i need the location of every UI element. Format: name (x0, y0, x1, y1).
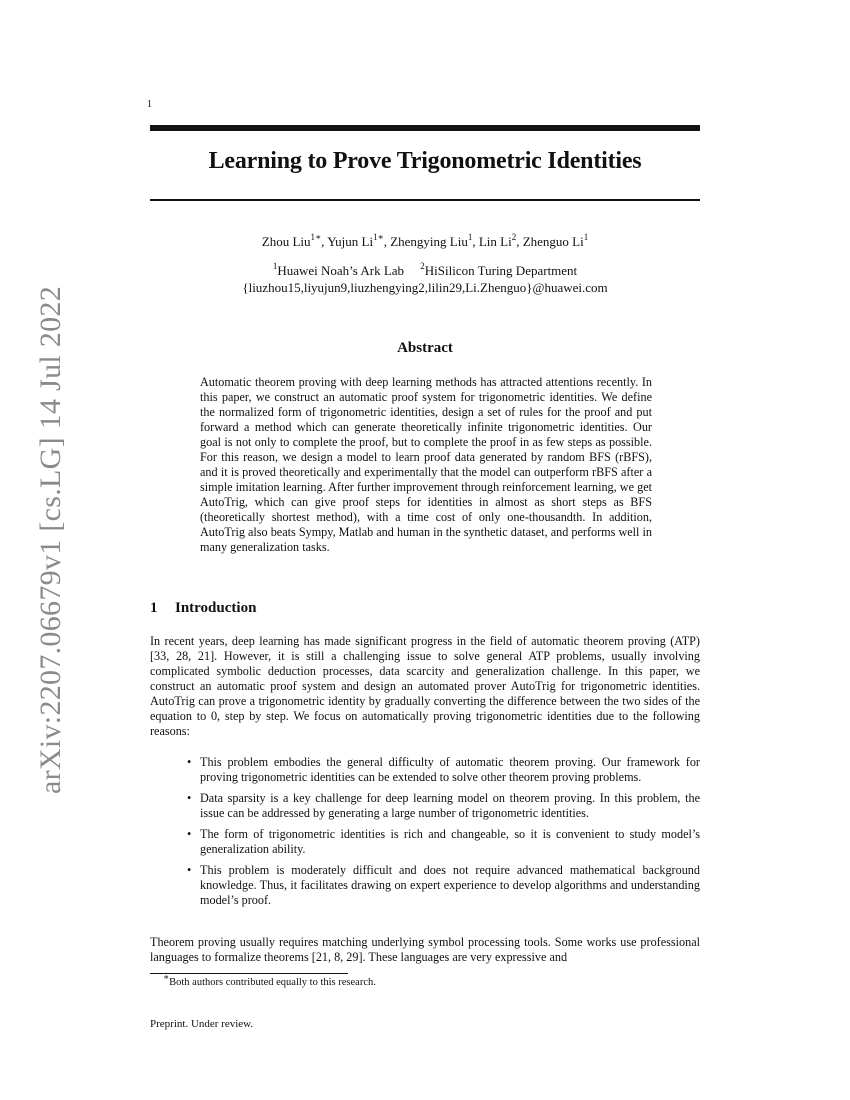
footnote-text: Both authors contributed equally to this research. (169, 977, 376, 988)
bullet-icon: • (187, 827, 192, 841)
list-item (150, 827, 700, 857)
title-bottom-rule (150, 199, 700, 201)
list-item-text: This problem is moderately difficult and does not require advanced mathematical background knowledge. Thus, it facilitates drawing on expert experience to develop algorithms and understanding model’s proof. (200, 863, 700, 907)
author-affiliation-mark: 1∗ (373, 231, 384, 242)
arxiv-identifier-stamp: arXiv:2207.06679v1 [cs.LG] 14 Jul 2022 (34, 285, 67, 795)
footnote (163, 971, 376, 988)
footnote-rule (150, 973, 348, 974)
affiliation-name: Huawei Noah’s Ark Lab (277, 263, 405, 278)
paper-title: Learning to Prove Trigonometric Identities (208, 148, 642, 174)
author-name: Zhenguo Li (522, 234, 584, 249)
list-item-text: This problem embodies the general difficulty of automatic theorem proving. Our framework for proving trigonometric identities can be extended to solve other theorem proving problems. (200, 755, 700, 784)
list-item (150, 791, 700, 821)
affiliation-name: HiSilicon Turing Department (424, 263, 578, 278)
section-heading (150, 600, 256, 617)
bullet-icon: • (187, 863, 192, 877)
preprint-note: Preprint. Under review. (150, 1018, 254, 1030)
author-list: Zhou Liu$^{1∗}$, Yujun $Li^{1∗}$, Zhengying Liu$^1$, Lin Li$^2$, Zhenguo Li$^1$ (261, 231, 589, 249)
author-name: Lin Li (478, 234, 512, 249)
affiliation-mark: 1 (272, 260, 278, 271)
section-title: Introduction (175, 600, 257, 616)
title-top-rule (150, 125, 700, 131)
list-item (150, 755, 700, 785)
abstract-text: Automatic theorem proving with deep learning methods has attracted attentions recently. In this paper, we construct an automatic proof system for trigonometric identities. We define the normalized form of trigonometric identities, design a set of rules for the proof and put forward a method which can generate theoretically infinite trigonometric identities. Our goal is not only to complete the proof, but to complete the proof in as few steps as possible. For this reason, we design a model to learn proof data generated by random BFS (rBFS), and it is proved theoretically and experimentally that the model can outperform rBFS after a simple imitation learning. After further improvement through reinforcement learning, we get AutoTrig, which can give proof steps for identities in almost as short steps as BFS (theoretically shortest method), with a time cost of only one-thousandth. In addition, AutoTrig also beats Sympy, Matlab and human in the synthetic dataset, and performs well in many generalization tasks. (200, 375, 652, 554)
author-affiliation-mark: 1 (583, 231, 589, 242)
affiliation-list (150, 260, 700, 279)
reasons-list (150, 755, 700, 914)
intro-paragraph: In recent years, deep learning has made significant progress in the field of automatic theorem proving (ATP) [33, 28, 21]. However, it is still a challenging issue to solve general ATP problems, usually involving complicated symbolic deduction processes, data scarcity and generalization challenge. In this paper, we construct an automatic proof system and design an automated prover AutoTrig for trigonometric identities. AutoTrig can prove a trigonometric identity by gradually converting the difference between the two sides of the equation to 0, step by step. We focus on automatically proving trigonometric identities due to the following reasons: (150, 634, 700, 738)
list-item-text: Data sparsity is a key challenge for deep learning model on theorem proving. In this problem, the issue can be addressed by generating a large number of trigonometric identities. (200, 791, 700, 820)
author-affiliation-mark: 2 (511, 231, 517, 242)
author-emails: {liuzhou15,liyujun9,liuzhengying2,lilin29,Li.Zhenguo}@huawei.com (242, 280, 608, 295)
footnote-mark: ∗ (163, 971, 170, 982)
author-affiliation-mark: 1∗ (310, 231, 322, 242)
author-name: Zhou Liu (261, 234, 311, 249)
page-number: 1 (147, 99, 152, 110)
list-item (150, 863, 700, 908)
list-item-text: The form of trigonometric identities is rich and changeable, so it is convenient to study model’s generalization ability. (200, 827, 700, 856)
bullet-icon: • (187, 755, 192, 769)
closing-paragraph: Theorem proving usually requires matching underlying symbol processing tools. Some works use professional languages to formalize theorems [21, 8, 29]. These languages are very expressive and (150, 935, 700, 964)
section-number: 1 (150, 600, 158, 616)
author-affiliation-mark: 1 (467, 231, 473, 242)
bullet-icon: • (187, 791, 192, 805)
abstract-heading: Abstract (397, 340, 453, 356)
affiliation-mark: 2 (420, 260, 425, 271)
author-name: Yujun Li (327, 234, 374, 249)
author-name: Zhengying Liu (390, 234, 468, 249)
